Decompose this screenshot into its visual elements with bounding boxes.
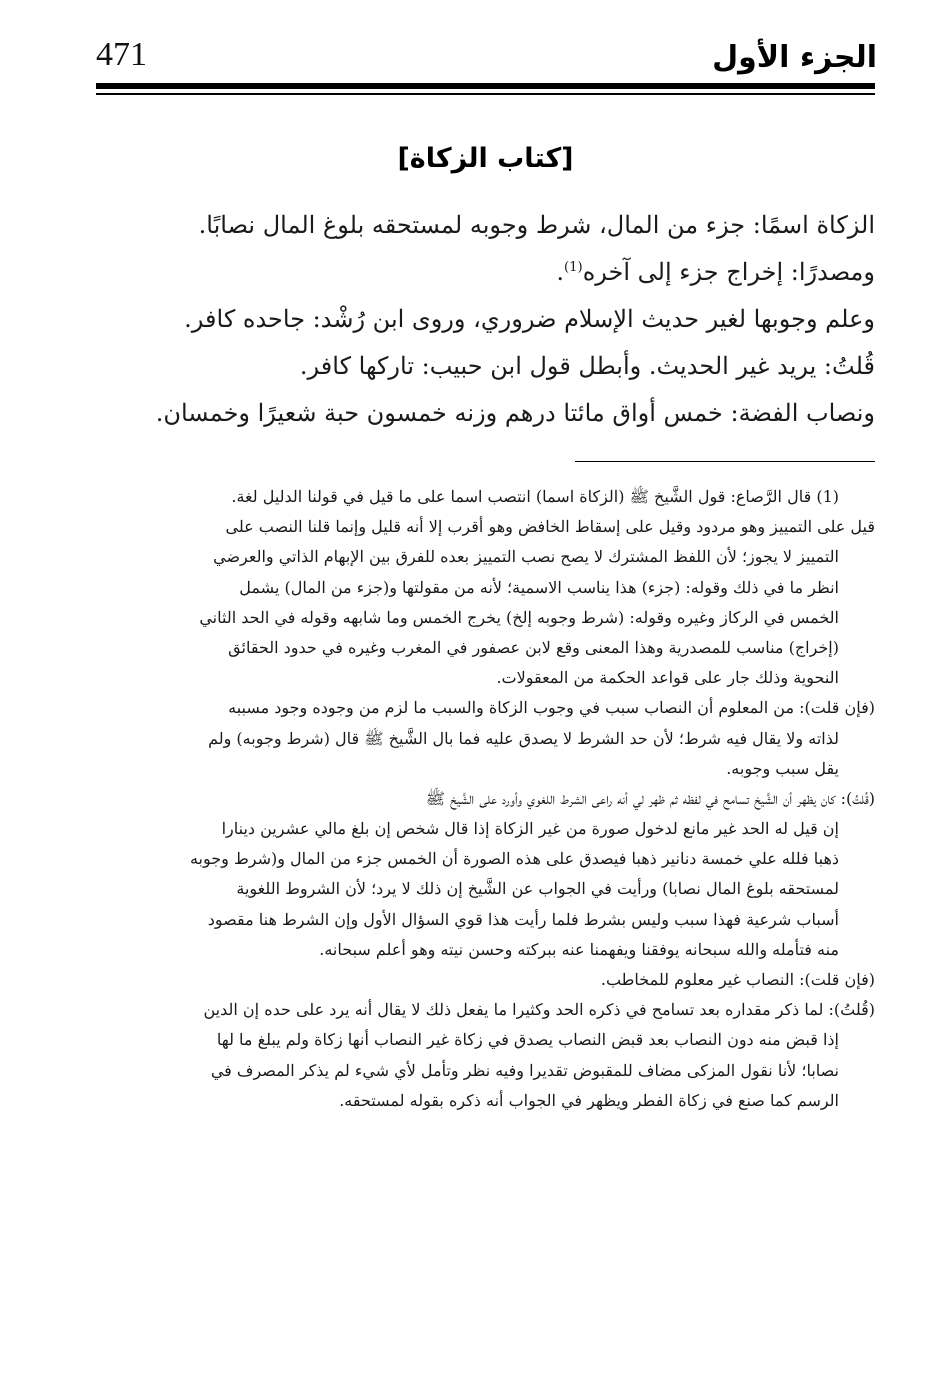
footnote-line: (قُلتُ): كان يظهر أن الشَّيخ تسامح في لفظه ثم ظهر لي أنه راعى الشرط اللغوي وأورد على الشَّيخ ﷺ (425, 788, 875, 808)
page-number: 471 (96, 36, 147, 73)
footnote-line: الخمس في الركاز وغيره وقوله: (شرط وجوبه إلخ) يخرج الخمس وما شابهه وقوله في الحد الثاني (199, 607, 839, 627)
footnote-line: (فإن قلت): من المعلوم أن النصاب سبب في وجوب الزكاة والسبب ما لزم من وجوده وجود مسببه (228, 698, 875, 718)
footnote-line: لذاته ولا يقال فيه شرط؛ لأن حد الشرط لا يصدق عليه فما بال الشَّيخ ﷺ قال (شرط وجوبه) ولم (208, 728, 839, 748)
main-line: الزكاة اسمًا: جزء من المال، شرط وجوبه لمستحقه بلوغ المال نصابًا. (198, 211, 875, 239)
footnote-line: منه فتأمله والله سبحانه يوفقنا ويفهمنا عنه ببركته وحسن نيته وهو أعلم سبحانه. (319, 939, 839, 959)
footnote-line: نصابا؛ لأنا نقول المزكى مضاف للمقبوض تقديرا وفيه نظر وتأمل لأي شيء لم يذكر المصرف في (210, 1060, 839, 1080)
main-line-text: ومصدرًا: إخراج جزء إلى آخره (582, 258, 875, 286)
header-rule-thick (96, 83, 875, 89)
footnote-line: التمييز لا يجوز؛ لأن اللفظ المشترك لا يصح نصب التمييز بعده للفرق بين الإبهام الذاتي والعرضي (213, 547, 839, 567)
footnote-line: يقل سبب وجوبه. (726, 758, 839, 778)
main-text (96, 202, 875, 437)
chapter-title: [كتاب الزكاة] (397, 143, 574, 174)
main-line-end: . (556, 258, 564, 286)
footnote-line: إن قيل له الحد غير مانع لدخول صورة من غير الزكاة إذا قال شخص إن بلغ مالي عشرين دينارا (221, 819, 839, 839)
footnote-line: انظر ما في ذلك وقوله: (جزء) هذا يناسب الاسمية؛ لأنه من مقولتها و(جزء من المال) يشمل (239, 577, 839, 597)
footnote-line: ذهبا فلله علي خمسة دنانير ذهبا فيصدق على هذه الصورة أن الخمس جزء من المال و(شرط وجوبه (189, 849, 839, 869)
footnote-line: (1) قال الرَّصاع: قول الشَّيخ ﷺ (الزكاة اسما) انتصب اسما على ما قيل في قولنا الدليل لغة. (231, 487, 839, 506)
main-line: قُلتُ: يريد غير الحديث. وأبطل قول ابن حبيب: تاركها كافر. (299, 352, 875, 380)
footnote-line: لمستحقه بلوغ المال نصابا) ورأيت في الجواب عن الشَّيخ إن ذلك لا يرد؛ لأن الشروط اللغوية (236, 879, 839, 899)
header-rule-thin (96, 93, 875, 95)
running-head: الجزء الأول (712, 40, 877, 75)
footnote-line: الرسم كما صنع في زكاة الفطر ويظهر في الجواب أنه ذكره بقوله لمستحقه. (339, 1090, 839, 1110)
footnote-reference: (1) (564, 260, 583, 275)
footnote-line: (فإن قلت): النصاب غير معلوم للمخاطب. (600, 970, 875, 989)
footnotes (96, 482, 875, 1116)
footnote-line: النحوية وذلك جار على قواعد الحكمة من المعقولات. (496, 668, 839, 688)
main-line: ونصاب الفضة: خمس أواق مائتا درهم وزنه خمسون حبة شعيرًا وخمسان. (155, 399, 875, 427)
main-line (96, 249, 875, 296)
footnote-line: (إخراج) مناسب للمصدرية وهذا المعنى وقع لابن عصفور في المغرب وغيره في حدود الحقائق (228, 637, 839, 657)
footnote-line: (قُلتُ): لما ذكر مقداره بعد تسامح في ذكره الحد وكثيرا ما يفعل ذلك لا يقال أنه يرد على حده إن الدين (203, 1000, 875, 1020)
footnote-line: قيل على التمييز وهو مردود وقيل على إسقاط الخافض وهو أقرب إلا أنه قليل وإنما قلنا النصب على (225, 517, 875, 537)
footnote-line: أسباب شرعية فهذا سبب وليس بشرط فلما رأيت هذا قوي السؤال الأول وإن الشرط هنا مقصود (207, 909, 839, 929)
footnote-separator (575, 461, 875, 462)
main-line: وعلم وجوبها لغير حديث الإسلام ضروري، وروى ابن رُشْد: جاحده كافر. (184, 305, 875, 333)
footnote-line: إذا قبض منه دون النصاب بعد قبض النصاب يصدق في زكاة غير النصاب أنها زكاة ولم يبلغ ما لها (216, 1030, 839, 1050)
